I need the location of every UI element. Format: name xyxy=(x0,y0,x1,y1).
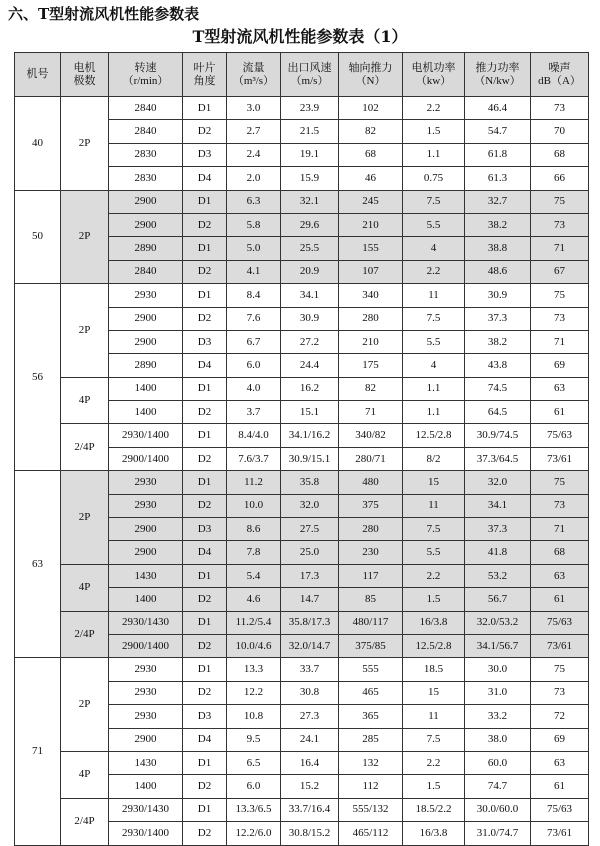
table-row xyxy=(15,751,589,774)
outlet-velocity-cell: 32.0/14.7 xyxy=(281,634,339,657)
poles-cell: 2P xyxy=(61,190,109,284)
fan-performance-table xyxy=(14,52,589,846)
axial-thrust-cell: 102 xyxy=(339,97,403,120)
thrust-power-cell: 60.0 xyxy=(465,751,531,774)
blade-angle-cell: D2 xyxy=(183,634,227,657)
blade-angle-cell: D3 xyxy=(183,705,227,728)
blade-angle-cell: D1 xyxy=(183,190,227,213)
outlet-velocity-cell: 27.3 xyxy=(281,705,339,728)
flow-cell: 11.2/5.4 xyxy=(227,611,281,634)
flow-cell: 7.8 xyxy=(227,541,281,564)
noise-cell: 73 xyxy=(531,307,589,330)
flow-cell: 13.3/6.5 xyxy=(227,798,281,821)
axial-thrust-cell: 132 xyxy=(339,751,403,774)
header-flow: 流量 （m³/s） xyxy=(227,53,281,97)
flow-cell: 4.1 xyxy=(227,260,281,283)
outlet-velocity-cell: 15.9 xyxy=(281,167,339,190)
thrust-power-cell: 34.1 xyxy=(465,494,531,517)
thrust-power-cell: 53.2 xyxy=(465,564,531,587)
flow-cell: 9.5 xyxy=(227,728,281,751)
noise-cell: 72 xyxy=(531,705,589,728)
thrust-power-cell: 48.6 xyxy=(465,260,531,283)
header-axial-thrust: 轴向推力 （N） xyxy=(339,53,403,97)
motor-power-cell: 16/3.8 xyxy=(403,822,465,845)
thrust-power-cell: 74.5 xyxy=(465,377,531,400)
motor-power-cell: 11 xyxy=(403,705,465,728)
noise-cell: 69 xyxy=(531,728,589,751)
flow-cell: 7.6 xyxy=(227,307,281,330)
noise-cell: 61 xyxy=(531,588,589,611)
outlet-velocity-cell: 30.8 xyxy=(281,681,339,704)
header-model: 机号 xyxy=(15,53,61,97)
speed-cell: 2930/1430 xyxy=(109,611,183,634)
thrust-power-cell: 41.8 xyxy=(465,541,531,564)
motor-power-cell: 18.5/2.2 xyxy=(403,798,465,821)
thrust-power-cell: 32.0 xyxy=(465,471,531,494)
blade-angle-cell: D1 xyxy=(183,658,227,681)
flow-cell: 4.0 xyxy=(227,377,281,400)
axial-thrust-cell: 375/85 xyxy=(339,634,403,657)
thrust-power-cell: 43.8 xyxy=(465,354,531,377)
noise-cell: 75/63 xyxy=(531,424,589,447)
motor-power-cell: 1.1 xyxy=(403,377,465,400)
outlet-velocity-cell: 27.5 xyxy=(281,518,339,541)
speed-cell: 2900 xyxy=(109,728,183,751)
thrust-power-cell: 30.0 xyxy=(465,658,531,681)
blade-angle-cell: D3 xyxy=(183,518,227,541)
poles-cell: 2P xyxy=(61,471,109,565)
outlet-velocity-cell: 21.5 xyxy=(281,120,339,143)
blade-angle-cell: D1 xyxy=(183,97,227,120)
speed-cell: 2890 xyxy=(109,237,183,260)
speed-cell: 1400 xyxy=(109,775,183,798)
speed-cell: 2890 xyxy=(109,354,183,377)
blade-angle-cell: D2 xyxy=(183,307,227,330)
flow-cell: 6.0 xyxy=(227,354,281,377)
poles-cell: 2/4P xyxy=(61,611,109,658)
blade-angle-cell: D4 xyxy=(183,728,227,751)
thrust-power-cell: 30.9/74.5 xyxy=(465,424,531,447)
blade-angle-cell: D2 xyxy=(183,401,227,424)
outlet-velocity-cell: 29.6 xyxy=(281,213,339,236)
speed-cell: 1430 xyxy=(109,751,183,774)
axial-thrust-cell: 375 xyxy=(339,494,403,517)
speed-cell: 2900 xyxy=(109,213,183,236)
motor-power-cell: 5.5 xyxy=(403,541,465,564)
speed-cell: 2900 xyxy=(109,307,183,330)
axial-thrust-cell: 210 xyxy=(339,213,403,236)
speed-cell: 2930/1400 xyxy=(109,424,183,447)
motor-power-cell: 1.5 xyxy=(403,588,465,611)
table-title: T型射流风机性能参数表（1） xyxy=(192,27,408,46)
table-row xyxy=(15,97,589,120)
speed-cell: 2930 xyxy=(109,681,183,704)
noise-cell: 70 xyxy=(531,120,589,143)
axial-thrust-cell: 46 xyxy=(339,167,403,190)
blade-angle-cell: D1 xyxy=(183,751,227,774)
noise-cell: 71 xyxy=(531,237,589,260)
blade-angle-cell: D2 xyxy=(183,494,227,517)
table-row xyxy=(15,284,589,307)
noise-cell: 71 xyxy=(531,518,589,541)
outlet-velocity-cell: 30.9/15.1 xyxy=(281,447,339,470)
poles-cell: 2/4P xyxy=(61,798,109,845)
flow-cell: 8.4 xyxy=(227,284,281,307)
axial-thrust-cell: 82 xyxy=(339,377,403,400)
blade-angle-cell: D4 xyxy=(183,354,227,377)
thrust-power-cell: 32.7 xyxy=(465,190,531,213)
header-outlet-velocity: 出口风速 （m/s） xyxy=(281,53,339,97)
speed-cell: 1400 xyxy=(109,588,183,611)
speed-cell: 2900 xyxy=(109,190,183,213)
header-speed: 转速 （r/min） xyxy=(109,53,183,97)
blade-angle-cell: D1 xyxy=(183,284,227,307)
flow-cell: 6.3 xyxy=(227,190,281,213)
motor-power-cell: 12.5/2.8 xyxy=(403,634,465,657)
flow-cell: 2.4 xyxy=(227,143,281,166)
noise-cell: 71 xyxy=(531,330,589,353)
blade-angle-cell: D4 xyxy=(183,167,227,190)
noise-cell: 63 xyxy=(531,377,589,400)
blade-angle-cell: D2 xyxy=(183,120,227,143)
speed-cell: 2930 xyxy=(109,658,183,681)
header-blade-angle: 叶片 角度 xyxy=(183,53,227,97)
table-row xyxy=(15,564,589,587)
motor-power-cell: 7.5 xyxy=(403,190,465,213)
noise-cell: 73/61 xyxy=(531,822,589,845)
speed-cell: 1430 xyxy=(109,564,183,587)
table-row xyxy=(15,658,589,681)
outlet-velocity-cell: 25.5 xyxy=(281,237,339,260)
blade-angle-cell: D2 xyxy=(183,822,227,845)
blade-angle-cell: D4 xyxy=(183,541,227,564)
axial-thrust-cell: 85 xyxy=(339,588,403,611)
motor-power-cell: 2.2 xyxy=(403,564,465,587)
flow-cell: 3.7 xyxy=(227,401,281,424)
table-row xyxy=(15,798,589,821)
noise-cell: 69 xyxy=(531,354,589,377)
motor-power-cell: 1.5 xyxy=(403,120,465,143)
noise-cell: 73 xyxy=(531,213,589,236)
axial-thrust-cell: 280/71 xyxy=(339,447,403,470)
outlet-velocity-cell: 24.1 xyxy=(281,728,339,751)
flow-cell: 5.8 xyxy=(227,213,281,236)
axial-thrust-cell: 465 xyxy=(339,681,403,704)
speed-cell: 1400 xyxy=(109,401,183,424)
axial-thrust-cell: 245 xyxy=(339,190,403,213)
axial-thrust-cell: 340/82 xyxy=(339,424,403,447)
motor-power-cell: 8/2 xyxy=(403,447,465,470)
outlet-velocity-cell: 34.1 xyxy=(281,284,339,307)
axial-thrust-cell: 107 xyxy=(339,260,403,283)
noise-cell: 73/61 xyxy=(531,447,589,470)
motor-power-cell: 16/3.8 xyxy=(403,611,465,634)
motor-power-cell: 15 xyxy=(403,471,465,494)
blade-angle-cell: D3 xyxy=(183,143,227,166)
noise-cell: 63 xyxy=(531,751,589,774)
blade-angle-cell: D2 xyxy=(183,775,227,798)
thrust-power-cell: 30.9 xyxy=(465,284,531,307)
motor-power-cell: 7.5 xyxy=(403,728,465,751)
outlet-velocity-cell: 33.7 xyxy=(281,658,339,681)
header-poles: 电机 极数 xyxy=(61,53,109,97)
noise-cell: 67 xyxy=(531,260,589,283)
axial-thrust-cell: 555 xyxy=(339,658,403,681)
outlet-velocity-cell: 30.9 xyxy=(281,307,339,330)
motor-power-cell: 2.2 xyxy=(403,751,465,774)
thrust-power-cell: 56.7 xyxy=(465,588,531,611)
poles-cell: 2/4P xyxy=(61,424,109,471)
flow-cell: 5.4 xyxy=(227,564,281,587)
thrust-power-cell: 38.8 xyxy=(465,237,531,260)
motor-power-cell: 7.5 xyxy=(403,518,465,541)
speed-cell: 2930/1430 xyxy=(109,798,183,821)
thrust-power-cell: 38.0 xyxy=(465,728,531,751)
speed-cell: 2830 xyxy=(109,143,183,166)
model-cell: 63 xyxy=(15,471,61,658)
poles-cell: 2P xyxy=(61,97,109,191)
noise-cell: 73 xyxy=(531,494,589,517)
speed-cell: 2900/1400 xyxy=(109,447,183,470)
blade-angle-cell: D1 xyxy=(183,237,227,260)
thrust-power-cell: 74.7 xyxy=(465,775,531,798)
blade-angle-cell: D2 xyxy=(183,213,227,236)
flow-cell: 13.3 xyxy=(227,658,281,681)
noise-cell: 66 xyxy=(531,167,589,190)
thrust-power-cell: 46.4 xyxy=(465,97,531,120)
motor-power-cell: 2.2 xyxy=(403,97,465,120)
table-row xyxy=(15,377,589,400)
outlet-velocity-cell: 15.2 xyxy=(281,775,339,798)
axial-thrust-cell: 230 xyxy=(339,541,403,564)
motor-power-cell: 5.5 xyxy=(403,330,465,353)
flow-cell: 12.2 xyxy=(227,681,281,704)
thrust-power-cell: 61.3 xyxy=(465,167,531,190)
header-thrust-power: 推力功率 （N/kw） xyxy=(465,53,531,97)
section-title: 六、T型射流风机性能参数表 xyxy=(8,5,200,23)
thrust-power-cell: 34.1/56.7 xyxy=(465,634,531,657)
noise-cell: 68 xyxy=(531,143,589,166)
thrust-power-cell: 31.0 xyxy=(465,681,531,704)
motor-power-cell: 1.5 xyxy=(403,775,465,798)
outlet-velocity-cell: 24.4 xyxy=(281,354,339,377)
noise-cell: 75 xyxy=(531,190,589,213)
flow-cell: 10.0 xyxy=(227,494,281,517)
motor-power-cell: 4 xyxy=(403,237,465,260)
outlet-velocity-cell: 16.2 xyxy=(281,377,339,400)
flow-cell: 11.2 xyxy=(227,471,281,494)
axial-thrust-cell: 480/117 xyxy=(339,611,403,634)
axial-thrust-cell: 117 xyxy=(339,564,403,587)
speed-cell: 1400 xyxy=(109,377,183,400)
flow-cell: 7.6/3.7 xyxy=(227,447,281,470)
table-row xyxy=(15,190,589,213)
thrust-power-cell: 33.2 xyxy=(465,705,531,728)
axial-thrust-cell: 155 xyxy=(339,237,403,260)
thrust-power-cell: 37.3/64.5 xyxy=(465,447,531,470)
axial-thrust-cell: 480 xyxy=(339,471,403,494)
flow-cell: 6.5 xyxy=(227,751,281,774)
motor-power-cell: 2.2 xyxy=(403,260,465,283)
axial-thrust-cell: 465/112 xyxy=(339,822,403,845)
thrust-power-cell: 37.3 xyxy=(465,307,531,330)
thrust-power-cell: 38.2 xyxy=(465,213,531,236)
blade-angle-cell: D1 xyxy=(183,564,227,587)
noise-cell: 75 xyxy=(531,284,589,307)
noise-cell: 61 xyxy=(531,775,589,798)
blade-angle-cell: D2 xyxy=(183,260,227,283)
poles-cell: 4P xyxy=(61,564,109,611)
blade-angle-cell: D2 xyxy=(183,588,227,611)
axial-thrust-cell: 365 xyxy=(339,705,403,728)
blade-angle-cell: D1 xyxy=(183,424,227,447)
table-row xyxy=(15,471,589,494)
speed-cell: 2930 xyxy=(109,284,183,307)
flow-cell: 8.4/4.0 xyxy=(227,424,281,447)
thrust-power-cell: 32.0/53.2 xyxy=(465,611,531,634)
speed-cell: 2930 xyxy=(109,705,183,728)
noise-cell: 75/63 xyxy=(531,798,589,821)
blade-angle-cell: D1 xyxy=(183,611,227,634)
flow-cell: 2.0 xyxy=(227,167,281,190)
outlet-velocity-cell: 14.7 xyxy=(281,588,339,611)
outlet-velocity-cell: 19.1 xyxy=(281,143,339,166)
speed-cell: 2900 xyxy=(109,330,183,353)
motor-power-cell: 11 xyxy=(403,284,465,307)
outlet-velocity-cell: 16.4 xyxy=(281,751,339,774)
motor-power-cell: 15 xyxy=(403,681,465,704)
header-motor-power: 电机功率 （kw） xyxy=(403,53,465,97)
blade-angle-cell: D1 xyxy=(183,798,227,821)
motor-power-cell: 5.5 xyxy=(403,213,465,236)
noise-cell: 75 xyxy=(531,471,589,494)
blade-angle-cell: D1 xyxy=(183,471,227,494)
flow-cell: 8.6 xyxy=(227,518,281,541)
axial-thrust-cell: 340 xyxy=(339,284,403,307)
outlet-velocity-cell: 25.0 xyxy=(281,541,339,564)
speed-cell: 2840 xyxy=(109,97,183,120)
model-cell: 56 xyxy=(15,284,61,471)
speed-cell: 2900 xyxy=(109,541,183,564)
motor-power-cell: 12.5/2.8 xyxy=(403,424,465,447)
table-row xyxy=(15,424,589,447)
model-cell: 71 xyxy=(15,658,61,845)
speed-cell: 2930 xyxy=(109,471,183,494)
motor-power-cell: 1.1 xyxy=(403,143,465,166)
outlet-velocity-cell: 35.8 xyxy=(281,471,339,494)
axial-thrust-cell: 82 xyxy=(339,120,403,143)
blade-angle-cell: D1 xyxy=(183,377,227,400)
thrust-power-cell: 30.0/60.0 xyxy=(465,798,531,821)
motor-power-cell: 4 xyxy=(403,354,465,377)
noise-cell: 61 xyxy=(531,401,589,424)
noise-cell: 68 xyxy=(531,541,589,564)
outlet-velocity-cell: 32.1 xyxy=(281,190,339,213)
motor-power-cell: 1.1 xyxy=(403,401,465,424)
flow-cell: 10.0/4.6 xyxy=(227,634,281,657)
blade-angle-cell: D2 xyxy=(183,681,227,704)
model-cell: 50 xyxy=(15,190,61,284)
flow-cell: 2.7 xyxy=(227,120,281,143)
outlet-velocity-cell: 27.2 xyxy=(281,330,339,353)
table-body xyxy=(15,97,589,846)
motor-power-cell: 11 xyxy=(403,494,465,517)
axial-thrust-cell: 112 xyxy=(339,775,403,798)
outlet-velocity-cell: 17.3 xyxy=(281,564,339,587)
axial-thrust-cell: 285 xyxy=(339,728,403,751)
thrust-power-cell: 37.3 xyxy=(465,518,531,541)
noise-cell: 63 xyxy=(531,564,589,587)
flow-cell: 3.0 xyxy=(227,97,281,120)
flow-cell: 4.6 xyxy=(227,588,281,611)
motor-power-cell: 18.5 xyxy=(403,658,465,681)
flow-cell: 6.0 xyxy=(227,775,281,798)
speed-cell: 2930/1400 xyxy=(109,822,183,845)
model-cell: 40 xyxy=(15,97,61,191)
outlet-velocity-cell: 30.8/15.2 xyxy=(281,822,339,845)
header-noise: 噪声 dB（A） xyxy=(531,53,589,97)
outlet-velocity-cell: 34.1/16.2 xyxy=(281,424,339,447)
thrust-power-cell: 54.7 xyxy=(465,120,531,143)
outlet-velocity-cell: 32.0 xyxy=(281,494,339,517)
outlet-velocity-cell: 20.9 xyxy=(281,260,339,283)
outlet-velocity-cell: 15.1 xyxy=(281,401,339,424)
poles-cell: 4P xyxy=(61,751,109,798)
motor-power-cell: 0.75 xyxy=(403,167,465,190)
flow-cell: 12.2/6.0 xyxy=(227,822,281,845)
speed-cell: 2840 xyxy=(109,120,183,143)
motor-power-cell: 7.5 xyxy=(403,307,465,330)
noise-cell: 73 xyxy=(531,681,589,704)
speed-cell: 2900/1400 xyxy=(109,634,183,657)
axial-thrust-cell: 175 xyxy=(339,354,403,377)
poles-cell: 2P xyxy=(61,284,109,378)
thrust-power-cell: 61.8 xyxy=(465,143,531,166)
poles-cell: 2P xyxy=(61,658,109,752)
outlet-velocity-cell: 23.9 xyxy=(281,97,339,120)
poles-cell: 4P xyxy=(61,377,109,424)
outlet-velocity-cell: 35.8/17.3 xyxy=(281,611,339,634)
noise-cell: 73/61 xyxy=(531,634,589,657)
axial-thrust-cell: 71 xyxy=(339,401,403,424)
thrust-power-cell: 31.0/74.7 xyxy=(465,822,531,845)
flow-cell: 6.7 xyxy=(227,330,281,353)
flow-cell: 10.8 xyxy=(227,705,281,728)
table-row xyxy=(15,611,589,634)
axial-thrust-cell: 210 xyxy=(339,330,403,353)
noise-cell: 75 xyxy=(531,658,589,681)
speed-cell: 2840 xyxy=(109,260,183,283)
table-header-row xyxy=(15,53,589,97)
blade-angle-cell: D2 xyxy=(183,447,227,470)
speed-cell: 2900 xyxy=(109,518,183,541)
speed-cell: 2930 xyxy=(109,494,183,517)
axial-thrust-cell: 68 xyxy=(339,143,403,166)
outlet-velocity-cell: 33.7/16.4 xyxy=(281,798,339,821)
noise-cell: 75/63 xyxy=(531,611,589,634)
thrust-power-cell: 64.5 xyxy=(465,401,531,424)
axial-thrust-cell: 280 xyxy=(339,307,403,330)
noise-cell: 73 xyxy=(531,97,589,120)
flow-cell: 5.0 xyxy=(227,237,281,260)
speed-cell: 2830 xyxy=(109,167,183,190)
thrust-power-cell: 38.2 xyxy=(465,330,531,353)
axial-thrust-cell: 555/132 xyxy=(339,798,403,821)
axial-thrust-cell: 280 xyxy=(339,518,403,541)
blade-angle-cell: D3 xyxy=(183,330,227,353)
